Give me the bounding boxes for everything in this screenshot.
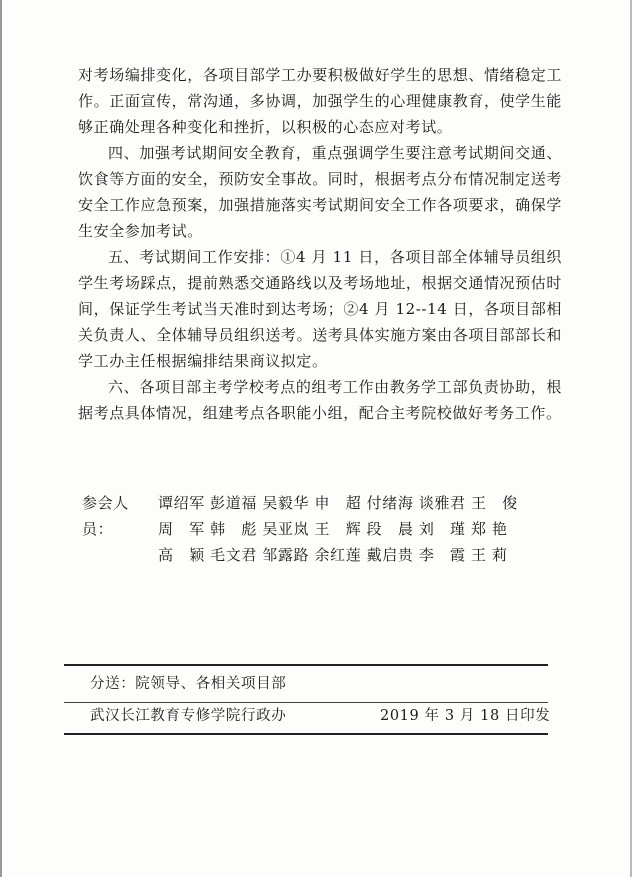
attendees-row: 周 军 韩 彪 吴亚岚 王 辉 段 晨 刘 瑾 郑 艳: [158, 520, 508, 538]
attendees-row: 谭绍军 彭道福 吴毅华 申 超 付绪海 谈雅君 王 俊: [158, 494, 518, 512]
footer-rule-middle: [64, 702, 548, 703]
paragraph-exam-organization: 六、各项目部主考学校考点的组考工作由教务学工部负责协助，根据考点具体情况，组建考点各职能小组，配合主考院校做好考务工作。: [78, 378, 562, 422]
attendees-names: [158, 490, 562, 568]
footer-rule-bottom: [64, 733, 548, 735]
distribution-line: 分送：院领导、各相关项目部: [90, 676, 287, 692]
attendees-row: 高 颖 毛文君 邹露路 余红莲 戴启贵 李 霞 王 莉: [158, 546, 508, 564]
footer-rule-top: [64, 664, 548, 666]
paragraph-exam-schedule: 五、考试期间工作安排：①4 月 11 日，各项目部全体辅导员组织学生考场踩点，提前熟悉交通路线以及考场地址，根据交通情况预估时间，保证学生考试当天准时到达考场；②4 月 12--14 日，各项目部相关负责人、全体辅导员组织送考。送考具体实施方案由各项目部部长和学工办主任根据编排结果商议拟定。: [78, 248, 562, 370]
scan-edge-left: [0, 0, 2, 877]
document-body: [78, 62, 562, 426]
issuing-office: 武汉长江教育专修学院行政办: [90, 708, 287, 724]
attendees-block: [82, 490, 562, 568]
attendees-label: 参会人员：: [82, 494, 129, 538]
paragraph-safety-education: 四、加强考试期间安全教育，重点强调学生要注意考试期间交通、饮食等方面的安全，预防安全事故。同时，根据考点分布情况制定送考安全工作应急预案，加强措施落实考试期间安全工作各项要求，确保学生安全参加考试。: [78, 144, 562, 240]
paragraph-continuation: 对考场编排变化，各项目部学工办要积极做好学生的思想、情绪稳定工作。正面宣传，常沟通，多协调，加强学生的心理健康教育，使学生能够正确处理各种变化和挫折，以积极的心态应对考试。: [78, 66, 562, 136]
issue-date: 2019 年 3 月 18 日印发: [380, 708, 551, 724]
